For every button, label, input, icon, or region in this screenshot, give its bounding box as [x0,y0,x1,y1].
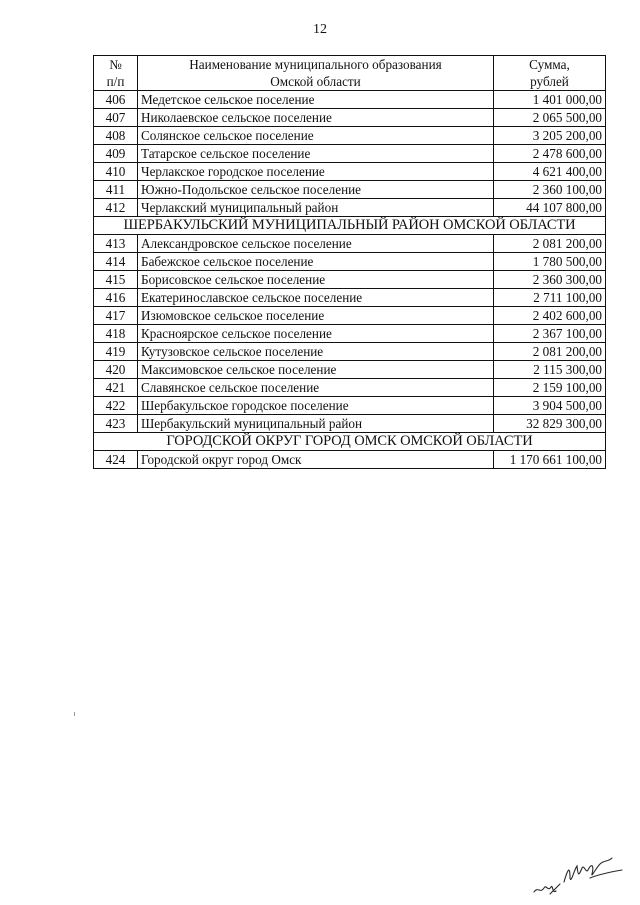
row-name: Александровское сельское поселение [138,235,494,253]
table-row [94,235,606,253]
table-row [94,379,606,397]
header-sum-line1: Сумма, [529,57,570,72]
margin-mark [74,712,75,716]
row-number: 413 [94,235,138,253]
row-name: Солянское сельское поселение [138,127,494,145]
table-row [94,343,606,361]
row-number: 414 [94,253,138,271]
row-number: 408 [94,127,138,145]
signature-image [530,848,630,898]
row-sum: 2 159 100,00 [494,379,606,397]
row-sum: 1 401 000,00 [494,91,606,109]
row-number: 416 [94,289,138,307]
row-sum: 2 367 100,00 [494,325,606,343]
table-row [94,91,606,109]
table-body [94,91,606,469]
row-name: Максимовское сельское поселение [138,361,494,379]
row-name: Николаевское сельское поселение [138,109,494,127]
header-name-line1: Наименование муниципального образования [189,57,442,72]
row-sum: 2 081 200,00 [494,343,606,361]
row-sum: 3 205 200,00 [494,127,606,145]
row-number: 410 [94,163,138,181]
row-sum: 2 115 300,00 [494,361,606,379]
section-header-row [94,433,606,451]
row-name: Черлакский муниципальный район [138,199,494,217]
row-name: Бабежское сельское поселение [138,253,494,271]
row-number: 407 [94,109,138,127]
table-header [94,56,606,91]
row-sum: 2 711 100,00 [494,289,606,307]
budget-table [93,55,606,469]
header-sum-line2: рублей [530,74,569,89]
row-sum: 3 904 500,00 [494,397,606,415]
row-sum: 1 170 661 100,00 [494,451,606,469]
table-row [94,289,606,307]
row-name: Славянское сельское поселение [138,379,494,397]
section-header-row [94,217,606,235]
row-sum: 32 829 300,00 [494,415,606,433]
row-name: Медетское сельское поселение [138,91,494,109]
row-number: 421 [94,379,138,397]
row-sum: 2 402 600,00 [494,307,606,325]
table-row [94,451,606,469]
header-num-line1: № [109,57,122,72]
row-sum: 2 065 500,00 [494,109,606,127]
row-number: 409 [94,145,138,163]
section-title: ГОРОДСКОЙ ОКРУГ ГОРОД ОМСК ОМСКОЙ ОБЛАСТИ [94,433,606,451]
table-row [94,163,606,181]
row-name: Татарское сельское поселение [138,145,494,163]
row-number: 423 [94,415,138,433]
row-number: 417 [94,307,138,325]
table-row [94,109,606,127]
row-number: 406 [94,91,138,109]
row-sum: 2 081 200,00 [494,235,606,253]
row-number: 418 [94,325,138,343]
row-sum: 1 780 500,00 [494,253,606,271]
row-number: 411 [94,181,138,199]
row-number: 412 [94,199,138,217]
page-number: 12 [313,22,327,37]
row-name: Шербакульский муниципальный район [138,415,494,433]
row-name: Екатеринославское сельское поселение [138,289,494,307]
table-row [94,361,606,379]
row-number: 420 [94,361,138,379]
section-title: ШЕРБАКУЛЬСКИЙ МУНИЦИПАЛЬНЫЙ РАЙОН ОМСКОЙ ОБЛАСТИ [94,217,606,235]
row-name: Борисовское сельское поселение [138,271,494,289]
row-number: 419 [94,343,138,361]
header-name [138,56,494,91]
header-num [94,56,138,91]
row-name: Южно-Подольское сельское поселение [138,181,494,199]
row-number: 422 [94,397,138,415]
table-row [94,325,606,343]
table-row [94,397,606,415]
row-number: 415 [94,271,138,289]
row-number: 424 [94,451,138,469]
row-sum: 44 107 800,00 [494,199,606,217]
row-sum: 2 360 100,00 [494,181,606,199]
row-name: Шербакульское городское поселение [138,397,494,415]
row-name: Городской округ город Омск [138,451,494,469]
table-row [94,271,606,289]
row-sum: 2 360 300,00 [494,271,606,289]
table-row [94,145,606,163]
table-row [94,253,606,271]
row-sum: 2 478 600,00 [494,145,606,163]
table-row [94,415,606,433]
header-num-line2: п/п [106,74,125,89]
table-row [94,307,606,325]
row-name: Черлакское городское поселение [138,163,494,181]
header-name-line2: Омской области [270,74,361,89]
row-name: Кутузовское сельское поселение [138,343,494,361]
row-sum: 4 621 400,00 [494,163,606,181]
header-sum [494,56,606,91]
row-name: Красноярское сельское поселение [138,325,494,343]
table-row [94,127,606,145]
table-row [94,199,606,217]
table-row [94,181,606,199]
row-name: Изюмовское сельское поселение [138,307,494,325]
